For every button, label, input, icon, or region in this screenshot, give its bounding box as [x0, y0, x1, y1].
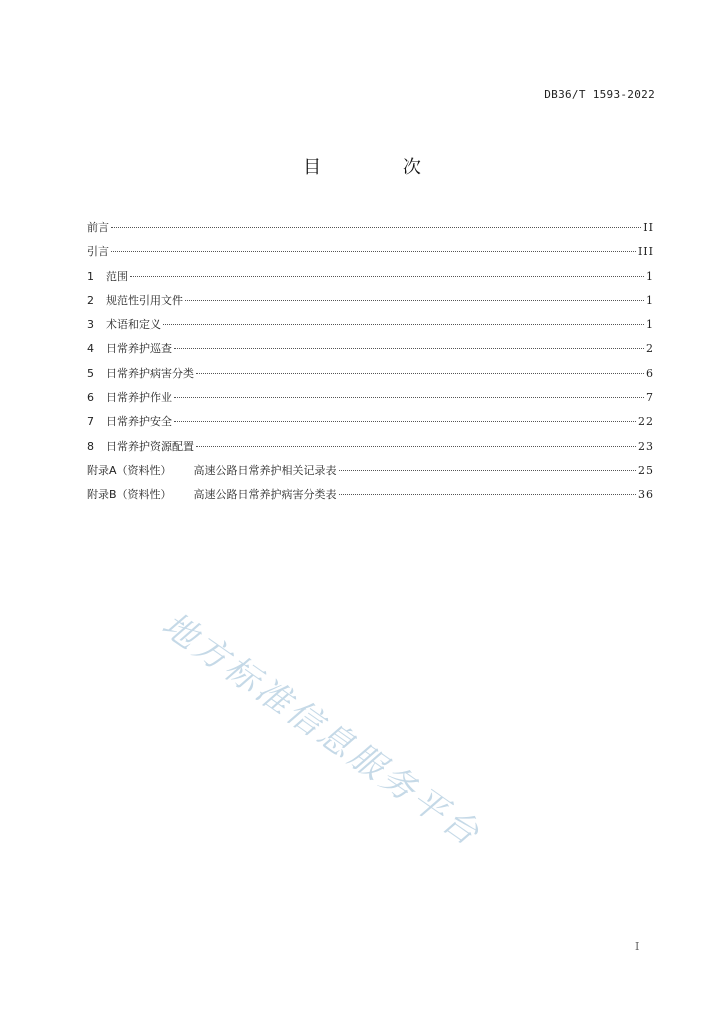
toc-entry[interactable] [87, 438, 654, 462]
toc-dot-leader [163, 324, 644, 325]
toc-entry[interactable] [87, 219, 654, 243]
table-of-contents [87, 219, 654, 511]
toc-entry-label: 前言 [87, 221, 109, 234]
toc-entry[interactable] [87, 292, 654, 316]
toc-entry-page: 2 [646, 342, 654, 356]
toc-dot-leader [130, 276, 644, 277]
watermark: 地方标准信息服务平台 [154, 604, 489, 856]
toc-entry-page: 23 [638, 439, 654, 453]
toc-entry[interactable] [87, 486, 654, 510]
toc-entry[interactable] [87, 268, 654, 292]
toc-entry-page: 1 [646, 269, 654, 283]
toc-entry[interactable] [87, 365, 654, 389]
toc-entry-page: 7 [646, 391, 654, 405]
toc-entry-page: 25 [638, 463, 654, 477]
toc-dot-leader [174, 397, 644, 398]
toc-entry[interactable] [87, 243, 654, 267]
page-number: I [635, 940, 640, 953]
toc-entry-number: 2 [87, 293, 94, 307]
toc-entry-number: 3 [87, 318, 94, 332]
toc-entry[interactable] [87, 413, 654, 437]
toc-entry-page: II [643, 221, 654, 234]
toc-entry-page: 1 [646, 293, 654, 307]
toc-entry[interactable] [87, 340, 654, 364]
toc-dot-leader [174, 348, 644, 349]
toc-entry-label: 附录A（资料性） [87, 463, 172, 477]
toc-dot-leader [185, 300, 644, 301]
toc-entry-label: 附录B（资料性） [87, 488, 172, 502]
toc-entry-label: 范围 [106, 269, 128, 283]
toc-entry-label: 引言 [87, 245, 109, 259]
toc-entry-number: 6 [87, 391, 94, 405]
toc-entry-label: 术语和定义 [106, 318, 161, 332]
toc-entry-page: 1 [646, 318, 654, 332]
toc-entry[interactable] [87, 462, 654, 486]
toc-dot-leader [111, 251, 636, 252]
toc-entry-number: 8 [87, 439, 94, 453]
toc-entry-page: III [637, 245, 654, 259]
toc-entry-page: 22 [638, 415, 654, 429]
toc-entry-subtitle: 高速公路日常养护相关记录表 [193, 463, 337, 477]
toc-entry-number: 4 [87, 342, 94, 356]
toc-entry-page: 6 [646, 366, 654, 380]
toc-entry[interactable] [87, 316, 654, 340]
toc-entry-label: 日常养护巡查 [106, 342, 172, 356]
toc-entry-number: 7 [87, 415, 94, 429]
toc-entry-label: 规范性引用文件 [106, 293, 183, 307]
toc-entry-page: 36 [638, 488, 654, 502]
toc-dot-leader [174, 421, 636, 422]
toc-dot-leader [196, 446, 636, 447]
standard-code: DB36/T 1593-2022 [544, 88, 655, 101]
toc-entry-label: 日常养护病害分类 [106, 366, 194, 380]
toc-entry-subtitle: 高速公路日常养护病害分类表 [193, 488, 337, 502]
toc-entry-label: 日常养护作业 [106, 391, 172, 405]
toc-dot-leader [339, 494, 636, 495]
toc-entry[interactable] [87, 389, 654, 413]
toc-dot-leader [196, 373, 644, 374]
page-title: 目 次 [303, 157, 459, 178]
toc-entry-number: 5 [87, 366, 94, 380]
toc-entry-label: 日常养护安全 [106, 415, 172, 429]
toc-dot-leader [339, 470, 636, 471]
toc-entry-number: 1 [87, 269, 94, 283]
toc-dot-leader [111, 227, 641, 228]
toc-entry-label: 日常养护资源配置 [106, 439, 194, 453]
